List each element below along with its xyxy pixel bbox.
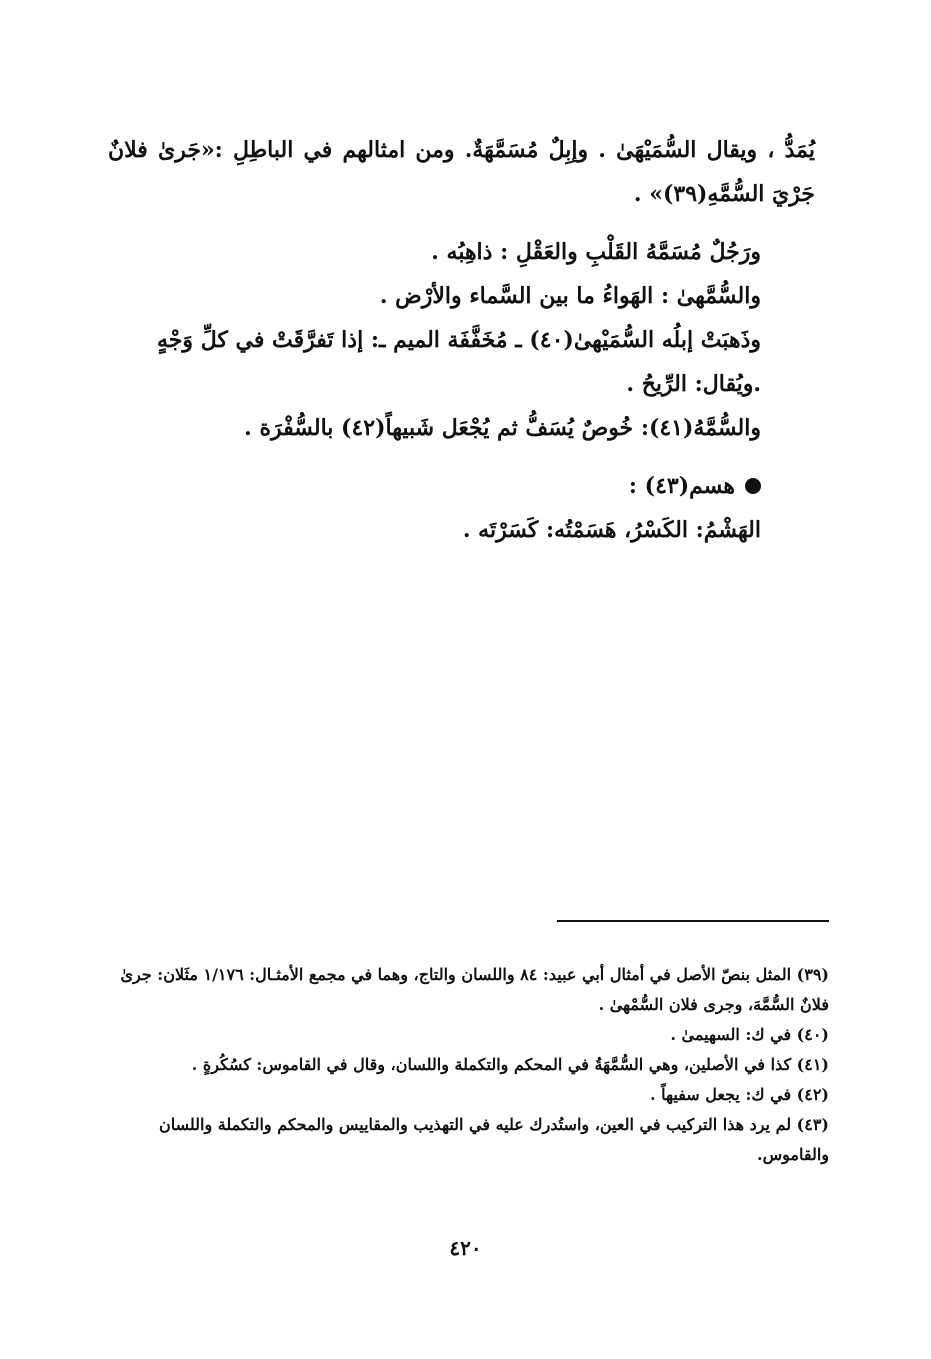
- footnote-42: (٤٢) في ك: يجعل سفيهاً .: [649, 1085, 829, 1104]
- footnotes: [102, 960, 829, 1170]
- bullet-dot-icon: [745, 478, 761, 494]
- entry-heading-text: هسم(٤٣) :: [628, 473, 735, 499]
- main-text: [108, 128, 815, 552]
- paragraph-dhahabat-iblih: وذَهبَتْ إبلُه السُّمَيْهىٰ(٤٠) ـ مُخَفَّفَة الميم ـ: إذا تَفرَّقَتْ في كلِّ وَجْهٍ .ويُقال: الرِّيحُ .: [157, 327, 761, 397]
- footnote-41: (٤١) كذا في الأصلين، وهي السُّمَّهَةُ في المحكم والتكملة واللسان، وقال في القاموس: كسُكُرةٍ .: [191, 1055, 829, 1074]
- paragraph-samh-opening: يُمَدُّ ، ويقال السُّمَيْهَىٰ . وإبِلٌ مُسَمَّهَةٌ. ومن امثالهم في الباطِلِ :«جَرىٰ فلانٌ جَرْيَ السُّمَّهِ(٣٩)» .: [108, 137, 815, 207]
- page-number: ٤٢٠: [449, 1236, 482, 1260]
- paragraph-gap: [108, 450, 815, 464]
- footnote-39: (٣٩) المثل بنصّ الأصل في أمثال أبي عبيد: ٨٤ واللسان والتاج، وهما في مجمع الأمثـال: ١/١٧٦ مثَلان: جرىٰ فلانٌ السُّمَّهَ، وجرى فلان السُّمْهىٰ .: [120, 965, 829, 1014]
- paragraph-summaha-hawa: والسُّمَّهىٰ : الهَواءُ ما بين السَّماء والأرْض .: [379, 283, 761, 309]
- footnote-43: (٤٣) لم يرد هذا التركيب في العين، واستُدرك عليه في التهذيب والمقاييس والمحكم والتكملة واللسان والقاموس.: [158, 1115, 829, 1164]
- paragraph-hasm-definition: الهَشْمُ: الكَسْرُ، هَسَمْتُه: كَسَرْتَه .: [462, 517, 761, 543]
- footnote-divider: [557, 920, 829, 922]
- paragraph-gap: [108, 216, 815, 230]
- paragraph-summah-khus: والسُّمَّهُ(٤١): خُوصٌ يُسَفُّ ثم يُجْعَل شَبيهاً(٤٢) بالسُّفْرَة .: [244, 415, 761, 441]
- footnote-40: (٤٠) في ك: السهيمىٰ .: [670, 1025, 829, 1044]
- entry-heading-hsm: [108, 464, 815, 508]
- paragraph-musammah-qalb: ورَجُلٌ مُسَمَّهُ القَلْبِ والعَقْلِ : ذاهِبُه .: [431, 239, 761, 265]
